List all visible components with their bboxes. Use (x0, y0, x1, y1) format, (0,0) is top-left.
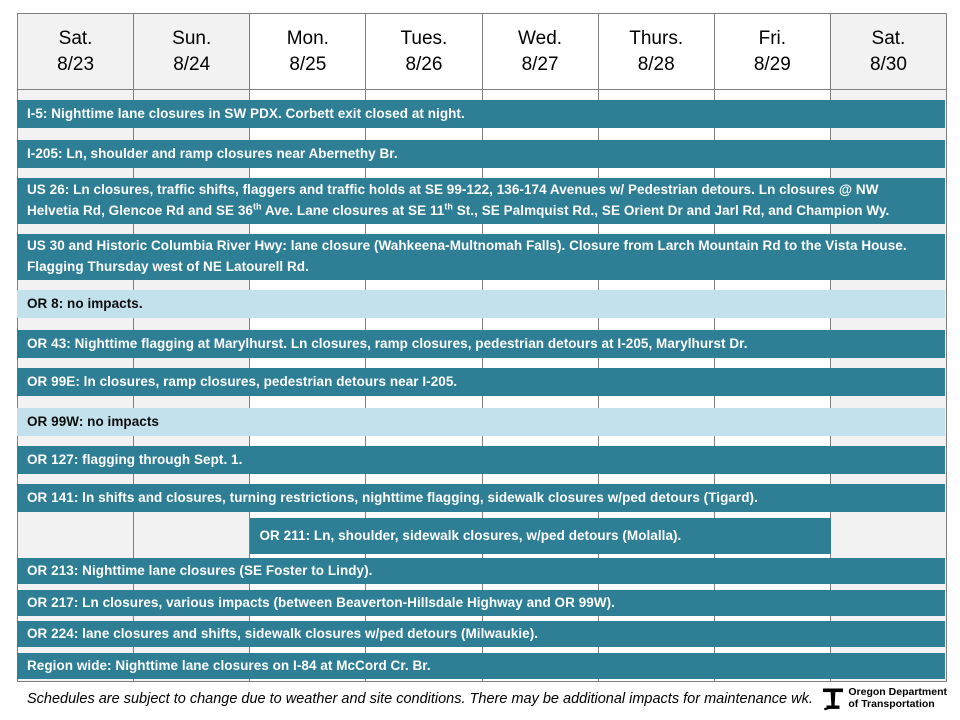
closure-bar-line: OR 8: no impacts. (27, 295, 143, 311)
day-header-cell (250, 14, 366, 89)
closure-bar-line: OR 217: Ln closures, various impacts (between Beaverton-Hillsdale Highway and OR 99W). (27, 594, 615, 610)
closure-bar-or-99e (17, 368, 945, 396)
day-name: Sun. (172, 28, 212, 50)
closure-bar-line: OR 211: Ln, shoulder, sidewalk closures, w/ped detours (Molalla). (259, 527, 682, 543)
day-header-cell (715, 14, 831, 89)
closure-bar-line: Helvetia Rd, Glencoe Rd and SE 36th Ave. Lane closures at SE 11th St., SE Palmquist Rd., SE Orient Dr and Jarl Rd, and Champion Wy. (27, 201, 890, 218)
closure-bar-line: OR 127: flagging through Sept. 1. (27, 451, 243, 467)
closure-bar-or-43 (17, 330, 945, 358)
closure-bar-line: OR 213: Nighttime lane closures (SE Foster to Lindy). (27, 562, 373, 578)
day-date: 8/28 (637, 53, 675, 75)
day-date: 8/29 (753, 53, 791, 75)
closure-bar-line: OR 43: Nighttime flagging at Marylhurst. Ln closures, ramp closures, pedestrian detours at I-205, Marylhurst Dr. (27, 335, 748, 351)
closure-bar-i-5 (17, 100, 945, 128)
closure-bar-line: OR 224: lane closures and shifts, sidewalk closures w/ped detours (Milwaukie). (27, 625, 539, 641)
closure-bar-line: Region wide: Nighttime lane closures on I-84 at McCord Cr. Br. (27, 657, 431, 673)
closure-bar-line: I-5: Nighttime lane closures in SW PDX. Corbett exit closed at night. (27, 105, 465, 121)
footer-note: Schedules are subject to change due to weather and site conditions. There may be additional impacts for maintenance wk. (27, 691, 813, 707)
day-header-row (17, 13, 947, 90)
day-date: 8/24 (173, 53, 211, 75)
day-name: Wed. (518, 28, 563, 50)
day-name: Tues. (400, 28, 448, 50)
day-name: Fri. (758, 28, 787, 50)
day-date: 8/30 (869, 53, 907, 75)
day-name: Sat. (871, 28, 906, 50)
day-name: Thurs. (629, 28, 684, 50)
closure-bar-or-213 (17, 558, 945, 584)
closure-bar-region-wide (17, 653, 945, 679)
closure-bar-or-217 (17, 590, 945, 616)
day-name: Sat. (58, 28, 93, 50)
day-date: 8/25 (289, 53, 327, 75)
day-header-cell (18, 14, 134, 89)
closure-bar-line: US 26: Ln closures, traffic shifts, flaggers and traffic holds at SE 99-122, 136-174 Avenues w/ Pedestrian detours. Ln closures @ NW (27, 182, 879, 198)
day-name: Mon. (286, 28, 329, 50)
closure-bar-or-211 (250, 518, 831, 554)
day-header-cell (134, 14, 250, 89)
closure-bar-line: OR 99E: ln closures, ramp closures, pedestrian detours near I-205. (27, 373, 458, 389)
closure-bar-us-30 (17, 234, 945, 280)
closure-bar-or-8 (17, 290, 945, 318)
closure-bar-line: Flagging Thursday west of NE Latourell Rd. (27, 259, 309, 274)
odot-t-mark-icon (822, 687, 844, 711)
closure-bar-or-99w (17, 408, 945, 436)
day-header-cell (599, 14, 715, 89)
day-header-cell (483, 14, 599, 89)
day-header-cell (366, 14, 482, 89)
odot-logo-line1: Oregon Department (848, 686, 947, 699)
day-date: 8/27 (521, 53, 559, 75)
day-date: 8/23 (57, 53, 95, 75)
closure-bar-line: US 30 and Historic Columbia River Hwy: lane closure (Wahkeena-Multnomah Falls). Closure from Larch Mountain Rd to the Vista House. (27, 238, 907, 254)
closure-bar-i-205 (17, 140, 945, 168)
day-header-cell (831, 14, 946, 89)
closure-bar-or-224 (17, 621, 945, 647)
footer (17, 684, 947, 714)
closure-bar-line: OR 141: ln shifts and closures, turning restrictions, nighttime flagging, sidewalk closures w/ped detours (Tigard). (27, 489, 758, 505)
closure-bars-layer (17, 90, 947, 682)
odot-logo-text (848, 687, 947, 711)
closure-bar-line: OR 99W: no impacts (27, 413, 159, 429)
odot-logo (822, 684, 947, 714)
day-date: 8/26 (405, 53, 443, 75)
closure-bar-or-141 (17, 484, 945, 512)
closure-bar-or-127 (17, 446, 945, 474)
closure-bar-line: I-205: Ln, shoulder and ramp closures near Abernethy Br. (27, 145, 398, 161)
closure-bar-us-26 (17, 178, 945, 224)
odot-logo-line2: of Transportation (848, 698, 935, 710)
